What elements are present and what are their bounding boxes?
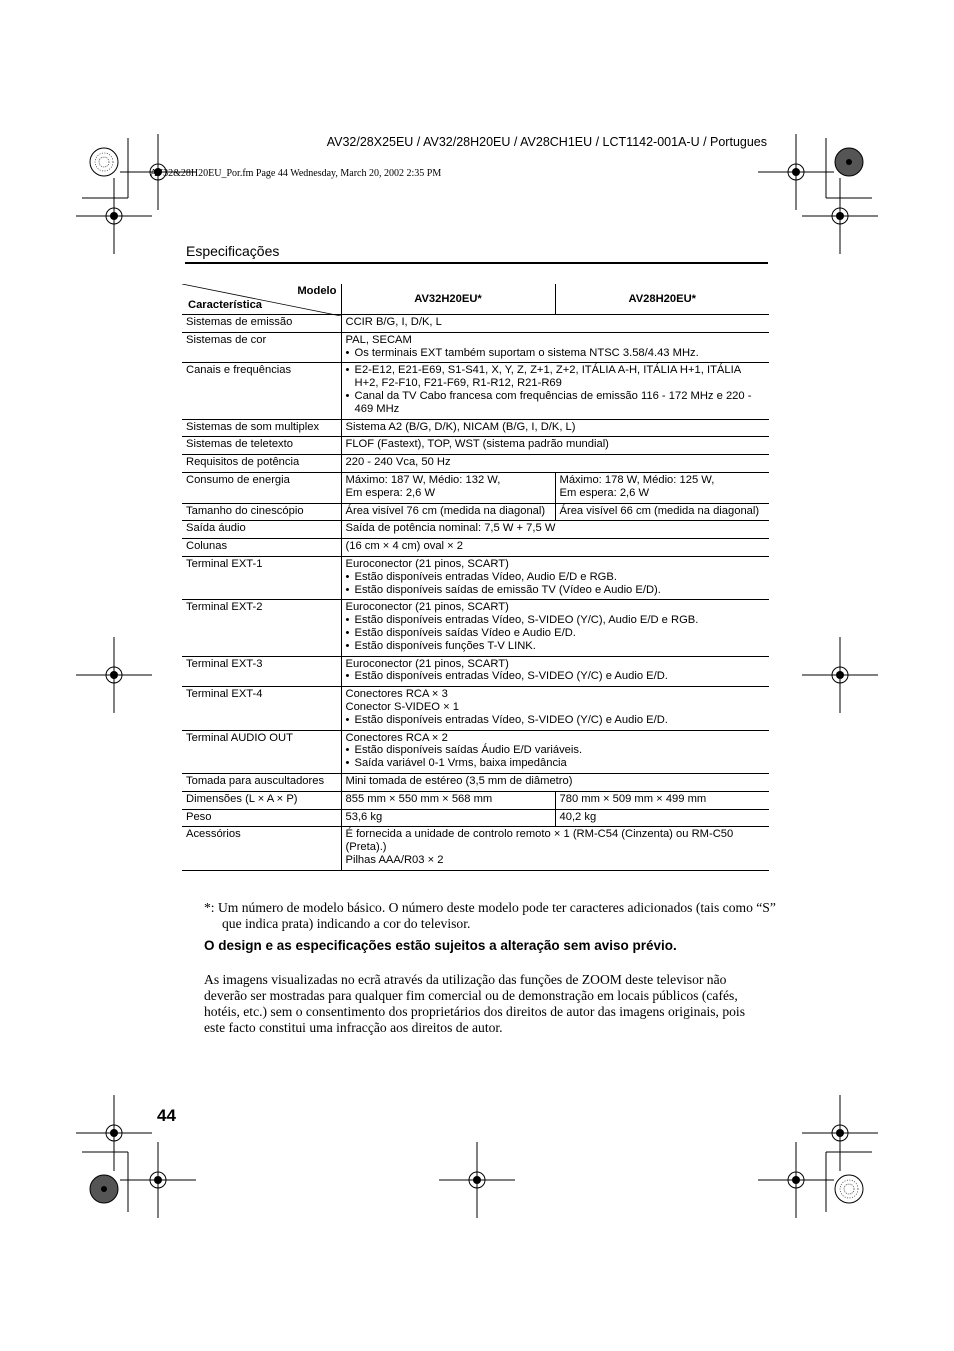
bullet-line: • Estão disponíveis entradas Vídeo, S-VIDEO (Y/C) e Audio E/D. bbox=[346, 670, 766, 683]
value-line: Em espera: 2,6 W bbox=[345, 486, 436, 499]
table-row bbox=[182, 730, 769, 773]
feature-value bbox=[341, 556, 769, 599]
page-number: 44 bbox=[157, 1106, 176, 1125]
feature-label: Dimensões (L × A × P) bbox=[182, 791, 341, 809]
value-line: Conector S-VIDEO × 1 bbox=[345, 700, 459, 713]
table-row bbox=[182, 437, 769, 455]
feature-value bbox=[341, 600, 769, 656]
frame-file-info: AV32&28H20EU_Por.fm Page 44 Wednesday, March 20, 2002 2:35 PM bbox=[150, 168, 442, 179]
corner-model-label: Modelo bbox=[297, 285, 337, 297]
feature-label: Tomada para auscultadores bbox=[182, 773, 341, 791]
feature-label: Terminal EXT-2 bbox=[182, 600, 341, 656]
table-row bbox=[182, 455, 769, 473]
feature-value-model-1 bbox=[341, 503, 555, 521]
bullet-line: • Estão disponíveis saídas Vídeo e Audio E/D. bbox=[346, 627, 766, 640]
feature-label: Acessórios bbox=[182, 827, 341, 870]
value-line: 220 - 240 Vca, 50 Hz bbox=[345, 456, 451, 469]
section-title: Especificações bbox=[186, 243, 280, 259]
table-row bbox=[182, 687, 769, 730]
table-row bbox=[182, 315, 769, 333]
bullet-line: • Os terminais EXT também suportam o sistema NTSC 3.58/4.43 MHz. bbox=[346, 347, 766, 360]
table-row bbox=[182, 809, 769, 827]
bullet-line: • Canal da TV Cabo francesa com frequências de emissão 116 - 172 MHz e 220 - 469 MHz bbox=[346, 390, 766, 416]
value-line: Em espera: 2,6 W bbox=[559, 486, 650, 499]
table-header-row bbox=[182, 284, 769, 315]
value-line: Máximo: 187 W, Médio: 132 W, bbox=[345, 473, 501, 486]
feature-label: Terminal EXT-4 bbox=[182, 687, 341, 730]
value-line: Saída de potência nominal: 7,5 W + 7,5 W bbox=[345, 522, 556, 535]
feature-label: Peso bbox=[182, 809, 341, 827]
feature-label: Sistemas de emissão bbox=[182, 315, 341, 333]
feature-value bbox=[341, 773, 769, 791]
feature-value bbox=[341, 539, 769, 557]
feature-label: Tamanho do cinescópio bbox=[182, 503, 341, 521]
table-row bbox=[182, 656, 769, 687]
table-row bbox=[182, 556, 769, 599]
feature-value-model-1 bbox=[341, 472, 555, 503]
table-row bbox=[182, 419, 769, 437]
value-line: Sistema A2 (B/G, D/K), NICAM (B/G, I, D/K, L) bbox=[345, 420, 576, 433]
table-row bbox=[182, 503, 769, 521]
feature-label: Sistemas de cor bbox=[182, 332, 341, 363]
value-line: Euroconector (21 pinos, SCART) bbox=[345, 557, 509, 570]
value-line: Conectores RCA × 3 bbox=[345, 688, 448, 701]
value-line: 855 mm × 550 mm × 568 mm bbox=[345, 792, 493, 805]
table-row bbox=[182, 773, 769, 791]
value-line: 53,6 kg bbox=[345, 810, 383, 823]
feature-value bbox=[341, 730, 769, 773]
value-line: Conectores RCA × 2 bbox=[345, 731, 448, 744]
feature-label: Sistemas de som multiplex bbox=[182, 419, 341, 437]
table-row bbox=[182, 472, 769, 503]
feature-value bbox=[341, 687, 769, 730]
value-line: É fornecida a unidade de controlo remoto × 1 (RM-C54 (Cinzenta) ou RM-C50 (Preta).) bbox=[345, 828, 734, 854]
feature-label: Terminal EXT-1 bbox=[182, 556, 341, 599]
bullet-line: • Estão disponíveis saídas Áudio E/D variáveis. bbox=[346, 744, 766, 757]
model-header: AV28H20EU* bbox=[555, 284, 769, 315]
value-line: Pilhas AAA/R03 × 2 bbox=[345, 853, 444, 866]
notice: O design e as especificações estão sujeitos a alteração sem aviso prévio. bbox=[204, 938, 677, 953]
value-line: CCIR B/G, I, D/K, L bbox=[345, 316, 442, 328]
table-row bbox=[182, 827, 769, 870]
bullet-line: • Estão disponíveis entradas Vídeo, S-VIDEO (Y/C), Audio E/D e RGB. bbox=[346, 614, 766, 627]
feature-label: Terminal AUDIO OUT bbox=[182, 730, 341, 773]
value-line: Área visível 66 cm (medida na diagonal) bbox=[559, 504, 760, 517]
spec-table bbox=[182, 284, 769, 871]
bullet-line: • Saída variável 0-1 Vrms, baixa impedância bbox=[346, 757, 766, 770]
table-row bbox=[182, 363, 769, 419]
bullet-line: • Estão disponíveis entradas Vídeo, S-VIDEO (Y/C) e Audio E/D. bbox=[346, 714, 766, 727]
feature-value-model-2 bbox=[555, 809, 769, 827]
value-line: Euroconector (21 pinos, SCART) bbox=[345, 657, 509, 670]
feature-label: Saída áudio bbox=[182, 521, 341, 539]
feature-value bbox=[341, 521, 769, 539]
feature-value bbox=[341, 656, 769, 687]
model-header: AV32H20EU* bbox=[341, 284, 555, 315]
bullet-line: • Estão disponíveis funções T-V LINK. bbox=[346, 640, 766, 653]
feature-value bbox=[341, 419, 769, 437]
bullet-line: • Estão disponíveis saídas de emissão TV (Vídeo e Audio E/D). bbox=[346, 584, 766, 597]
value-line: 780 mm × 509 mm × 499 mm bbox=[559, 792, 707, 805]
table-row bbox=[182, 791, 769, 809]
bullet-line: • Estão disponíveis entradas Vídeo, Audio E/D e RGB. bbox=[346, 571, 766, 584]
document-code: AV32/28X25EU / AV32/28H20EU / AV28CH1EU / LCT1142-001A-U / Portugues bbox=[326, 135, 767, 149]
footnote: *: Um número de modelo básico. O número deste modelo pode ter caracteres adicionados (tais como “S” que indica prata) indicando a cor do televisor. bbox=[204, 900, 776, 931]
feature-label: Consumo de energia bbox=[182, 472, 341, 503]
feature-label: Canais e frequências bbox=[182, 363, 341, 419]
feature-value bbox=[341, 315, 769, 333]
table-row bbox=[182, 539, 769, 557]
bullet-line: • E2-E12, E21-E69, S1-S41, X, Y, Z, Z+1, Z+2, ITÁLIA A-H, ITÁLIA H+1, ITÁLIA H+2, F2-F10, F21-F69, R1-R12, R21-R69 bbox=[346, 364, 766, 390]
feature-value bbox=[341, 332, 769, 363]
value-line: Máximo: 178 W, Médio: 125 W, bbox=[559, 473, 715, 486]
feature-value-model-2 bbox=[555, 503, 769, 521]
value-line: (16 cm × 4 cm) oval × 2 bbox=[345, 540, 464, 553]
value-line: Mini tomada de estéreo (3,5 mm de diâmetro) bbox=[345, 774, 573, 787]
corner-cell bbox=[182, 284, 341, 315]
feature-value-model-2 bbox=[555, 791, 769, 809]
table-row bbox=[182, 332, 769, 363]
feature-value bbox=[341, 437, 769, 455]
value-line: FLOF (Fastext), TOP, WST (sistema padrão mundial) bbox=[345, 438, 609, 451]
feature-label: Sistemas de teletexto bbox=[182, 437, 341, 455]
value-line: Área visível 76 cm (medida na diagonal) bbox=[345, 504, 546, 517]
table-row bbox=[182, 600, 769, 656]
section-rule bbox=[185, 262, 768, 264]
value-line: 40,2 kg bbox=[559, 810, 597, 823]
corner-feature-label: Característica bbox=[188, 299, 263, 312]
feature-label: Requisitos de potência bbox=[182, 455, 341, 473]
feature-value-model-1 bbox=[341, 809, 555, 827]
zoom-copyright-note: As imagens visualizadas no ecrã através da utilização das funções de ZOOM deste televisor não deverão ser mostradas para qualquer fim comercial ou de demonstração em locais públicos (cafés, hotéis, etc.) sem o consentimento dos proprietários dos direitos de autor das imagens originais, pois este facto constitui uma infracção aos direitos de autor. bbox=[204, 972, 746, 1035]
feature-value bbox=[341, 363, 769, 419]
feature-label: Terminal EXT-3 bbox=[182, 656, 341, 687]
value-line: PAL, SECAM bbox=[345, 333, 412, 346]
feature-value-model-2 bbox=[555, 472, 769, 503]
feature-value bbox=[341, 827, 769, 870]
table-row bbox=[182, 521, 769, 539]
feature-value-model-1 bbox=[341, 791, 555, 809]
feature-value bbox=[341, 455, 769, 473]
feature-label: Colunas bbox=[182, 539, 341, 557]
value-line: Euroconector (21 pinos, SCART) bbox=[345, 601, 509, 614]
